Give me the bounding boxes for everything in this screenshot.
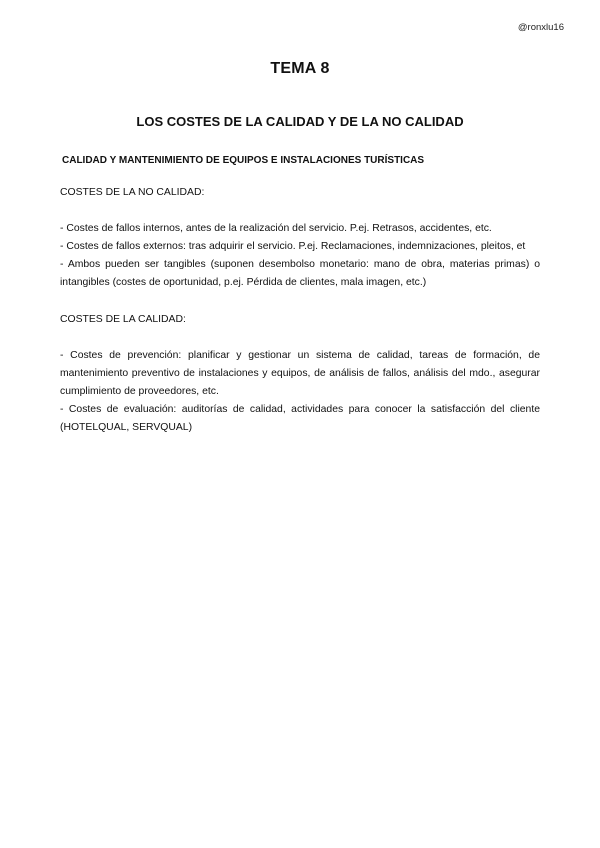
section-heading: CALIDAD Y MANTENIMIENTO DE EQUIPOS E INSTALACIONES TURÍSTICAS [62, 155, 425, 166]
costes-no-calidad-heading: COSTES DE LA NO CALIDAD: [60, 187, 205, 198]
author-handle: @ronxlu16 [517, 22, 564, 33]
costes-calidad-heading: COSTES DE LA CALIDAD: [60, 314, 186, 325]
costes-calidad-block [60, 311, 540, 437]
list-item: - Costes de prevención: planificar y gestionar un sistema de calidad, tareas de formación, de mantenimiento preventivo de instalaciones y equipos, de análisis de fallos, análisis del mdo., asegurar cumplimiento de proveedores, etc. [60, 350, 540, 397]
document-subtitle: LOS COSTES DE LA CALIDAD Y DE LA NO CALIDAD [136, 114, 464, 129]
costes-no-calidad-block [60, 184, 540, 292]
list-item: - Costes de evaluación: auditorías de calidad, actividades para conocer la satisfacción del cliente (HOTELQUAL, SERVQUAL) [60, 404, 540, 433]
list-item: - Costes de fallos internos, antes de la realización del servicio. P.ej. Retrasos, accidentes, etc. [60, 223, 492, 234]
list-item: - Costes de fallos externos: tras adquirir el servicio. P.ej. Reclamaciones, indemnizaciones, pleitos, et [60, 241, 526, 252]
list-item: - Ambos pueden ser tangibles (suponen desembolso monetario: mano de obra, materias primas) o intangibles (costes de oportunidad, p.ej. Pérdida de clientes, mala imagen, etc.) [60, 259, 540, 288]
page-title: TEMA 8 [270, 60, 330, 77]
